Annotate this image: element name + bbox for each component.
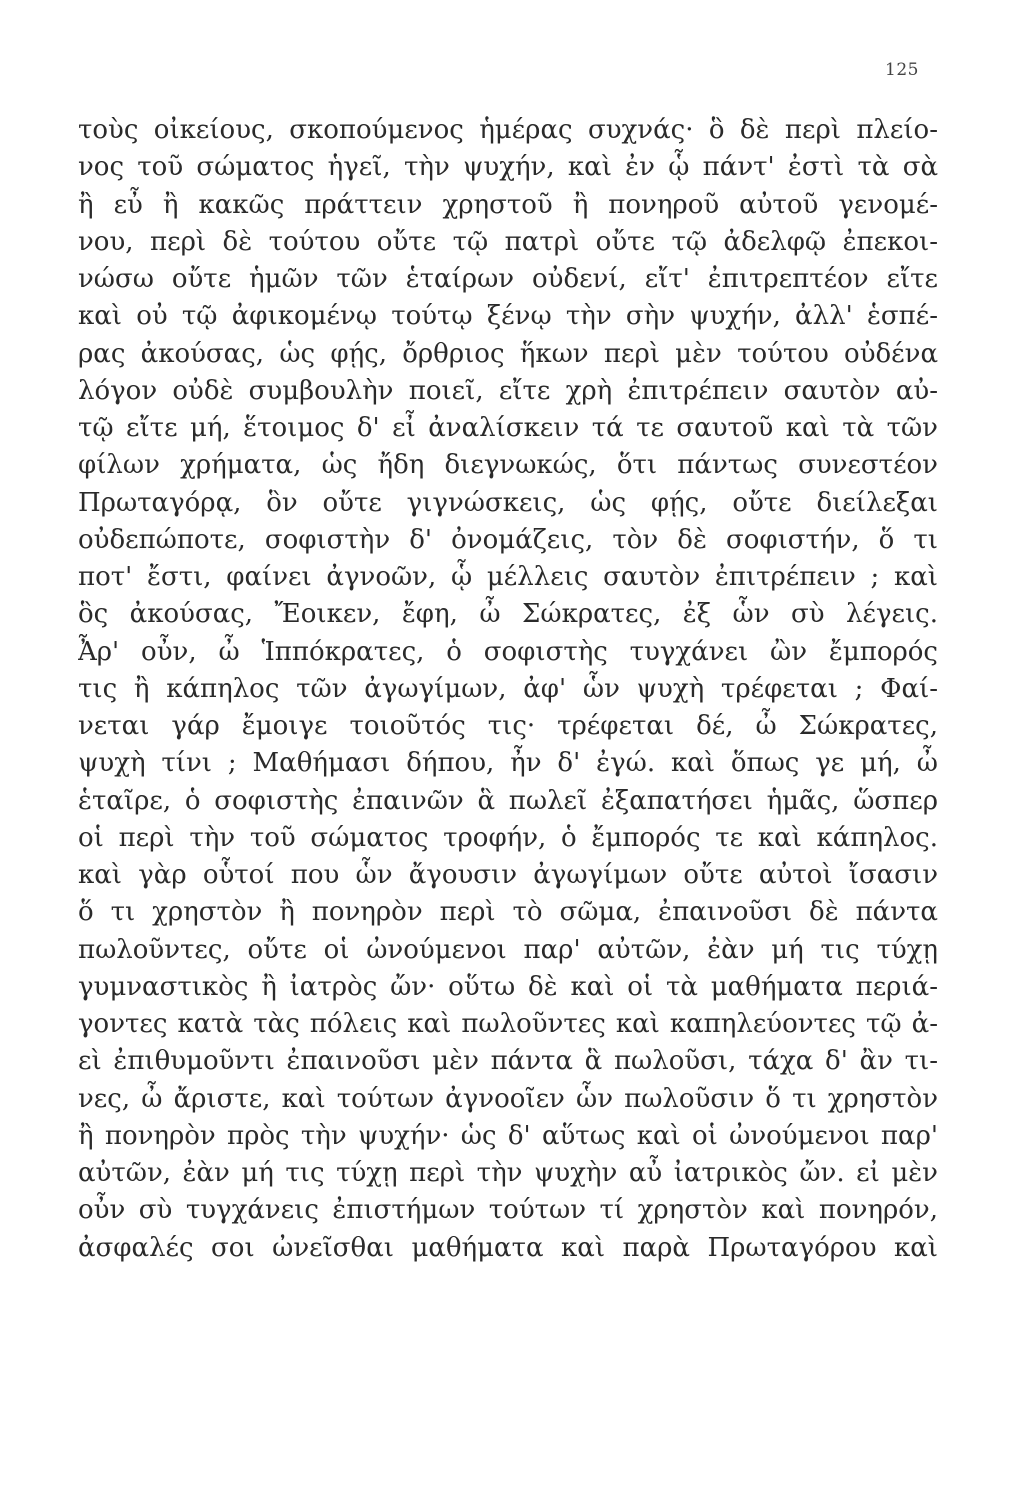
text-line: οὐδεπώποτε, σοφιστὴν δ' ὀνομάζεις, τὸν δὲ σοφιστήν, ὅ τι	[78, 524, 938, 555]
text-line: οἱ περὶ τὴν τοῦ σώματος τροφήν, ὁ ἔμπορός τε καὶ κάπηλος.	[78, 822, 938, 853]
text-line: νες, ὦ ἄριστε, καὶ τούτων ἀγνοοῖεν ὧν πωλοῦσιν ὅ τι χρηστὸν	[78, 1083, 938, 1114]
text-line: Πρωταγόρᾳ, ὃν οὔτε γιγνώσκεις, ὡς φῄς, οὔτε διείλεξαι	[78, 487, 938, 518]
text-line: φίλων χρήματα, ὡς ἤδη διεγνωκώς, ὅτι πάντως συνεστέον	[78, 450, 938, 481]
text-line: ὃς ἀκούσας, Ἔοικεν, ἔφη, ὦ Σώκρατες, ἐξ ὧν σὺ λέγεις.	[78, 599, 938, 630]
text-line: τῷ εἴτε μή, ἕτοιμος δ' εἶ ἀναλίσκειν τά τε σαυτοῦ καὶ τὰ τῶν	[78, 413, 938, 443]
text-line: ποτ' ἔστι, φαίνει ἀγνοῶν, ᾧ μέλλεις σαυτὸν ἐπιτρέπειν ; καὶ	[78, 562, 938, 592]
text-line: νώσω οὔτε ἡμῶν τῶν ἑταίρων οὐδενί, εἴτ' ἐπιτρεπτέον εἴτε	[78, 264, 938, 294]
text-line: ἢ πονηρὸν πρὸς τὴν ψυχήν· ὡς δ' αὕτως καὶ οἱ ὠνούμενοι παρ'	[78, 1120, 938, 1151]
text-line: ἀσφαλές σοι ὠνεῖσθαι μαθήματα καὶ παρὰ Πρωταγόρου καὶ	[78, 1232, 938, 1263]
text-line: τοὺς οἰκείους, σκοπούμενος ἡμέρας συχνάς· ὃ δὲ περὶ πλείο-	[78, 115, 938, 145]
text-line: γυμναστικὸς ἢ ἰατρὸς ὤν· οὕτω δὲ καὶ οἱ τὰ μαθήματα περιά-	[78, 971, 938, 1002]
text-line: τις ἢ κάπηλος τῶν ἀγωγίμων, ἀφ' ὧν ψυχὴ τρέφεται ; Φαί-	[78, 673, 938, 704]
body-text	[78, 112, 938, 1267]
text-line: ἢ εὖ ἢ κακῶς πράττειν χρηστοῦ ἢ πονηροῦ αὐτοῦ γενομέ-	[78, 189, 938, 220]
page-number: 125	[885, 60, 919, 80]
text-line: ὅ τι χρηστὸν ἢ πονηρὸν περὶ τὸ σῶμα, ἐπαινοῦσι δὲ πάντα	[78, 897, 938, 928]
text-line: οὖν σὺ τυγχάνεις ἐπιστήμων τούτων τί χρηστὸν καὶ πονηρόν,	[78, 1195, 938, 1226]
text-line: καὶ οὐ τῷ ἀφικομένῳ τούτῳ ξένῳ τὴν σὴν ψυχήν, ἀλλ' ἑσπέ-	[78, 301, 938, 332]
text-line: εὶ ἐπιθυμοῦντι ἐπαινοῦσι μὲν πάντα ἃ πωλοῦσι, τάχα δ' ἂν τι-	[78, 1046, 938, 1077]
text-line: πωλοῦντες, οὔτε οἱ ὠνούμενοι παρ' αὐτῶν, ἐὰν μή τις τύχῃ	[78, 934, 938, 965]
text-line: ρας ἀκούσας, ὡς φῄς, ὄρθριος ἥκων περὶ μὲν τούτου οὐδένα	[78, 338, 938, 369]
text-line: νος τοῦ σώματος ἡγεῖ, τὴν ψυχήν, καὶ ἐν ᾧ πάντ' ἐστὶ τὰ σὰ	[78, 152, 938, 183]
text-line: γοντες κατὰ τὰς πόλεις καὶ πωλοῦντες καὶ καπηλεύοντες τῷ ἀ-	[78, 1009, 938, 1039]
text-line: Ἆρ' οὖν, ὦ Ἱππόκρατες, ὁ σοφιστὴς τυγχάνει ὢν ἔμπορός	[78, 636, 938, 667]
text-line: νου, περὶ δὲ τούτου οὔτε τῷ πατρὶ οὔτε τῷ ἀδελφῷ ἐπεκοι-	[78, 226, 938, 257]
text-line: αὐτῶν, ἐὰν μή τις τύχῃ περὶ τὴν ψυχὴν αὖ ἰατρικὸς ὤν. εἰ μὲν	[78, 1158, 938, 1188]
text-line: καὶ γὰρ οὗτοί που ὧν ἄγουσιν ἀγωγίμων οὔτε αὐτοὶ ἴσασιν	[78, 860, 938, 890]
text-line: νεται γάρ ἔμοιγε τοιοῦτός τις· τρέφεται δέ, ὦ Σώκρατες,	[78, 711, 938, 741]
text-line: ψυχὴ τίνι ; Μαθήμασι δήπου, ἦν δ' ἐγώ. καὶ ὅπως γε μή, ὦ	[78, 748, 938, 779]
text-line: ἑταῖρε, ὁ σοφιστὴς ἐπαινῶν ἃ πωλεῖ ἐξαπατήσει ἡμᾶς, ὥσπερ	[78, 785, 938, 816]
text-line: λόγον οὐδὲ συμβουλὴν ποιεῖ, εἴτε χρὴ ἐπιτρέπειν σαυτὸν αὐ-	[78, 375, 938, 406]
